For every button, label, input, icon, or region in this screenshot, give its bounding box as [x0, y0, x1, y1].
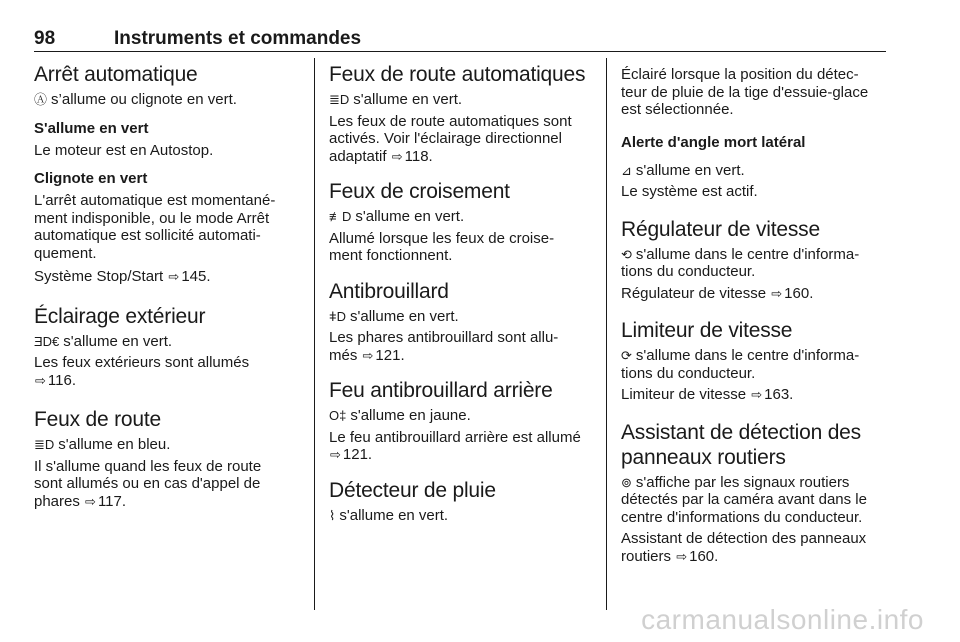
- paragraph: Les feux de route automatiques sont activés. Voir l'éclairage directionnel adaptatif ⇨ 118.: [329, 112, 572, 165]
- page-number: 98: [34, 28, 56, 49]
- speed-limiter-icon: ⟳: [621, 348, 632, 363]
- paragraph: Le système est actif.: [621, 183, 758, 200]
- section-title-detection-panneaux: Assistant de détection des panneaux routiers: [621, 420, 861, 469]
- autostop-icon: Ⓐ: [34, 92, 48, 107]
- paragraph: Les feux extérieurs sont allumés ⇨ 116.: [34, 354, 250, 389]
- page-reference[interactable]: 116.: [47, 371, 76, 389]
- arrow-icon: ⇨: [35, 372, 46, 388]
- section-lead: ⊿ s'allume en vert.: [621, 161, 745, 179]
- section-title-feu-antibrouillard-arriere: Feu antibrouillard arrière: [329, 379, 553, 402]
- paragraph: Régulateur de vitesse ⇨ 160.: [621, 284, 814, 302]
- header-rule: [34, 51, 886, 52]
- page-reference[interactable]: 121.: [342, 446, 373, 463]
- column-2: [329, 62, 599, 524]
- section-title-feux-croisement: Feux de croisement: [329, 180, 510, 203]
- section-lead: ≣D s'allume en bleu.: [34, 436, 171, 453]
- subheading-allume-vert: S'allume en vert: [34, 119, 149, 137]
- column-3: [621, 62, 889, 565]
- paragraph: Allumé lorsque les feux de croise- ment fonctionnent.: [329, 229, 555, 264]
- low-beam-icon: ≢D: [329, 209, 352, 224]
- section-title-feux-route-auto: Feux de route automatiques: [329, 63, 586, 86]
- section-lead: ⊚ s'affiche par les signaux routiers détectés par la caméra avant dans le centre d'informations du conducteur.: [621, 473, 867, 526]
- fog-light-icon: ǂD: [329, 308, 346, 324]
- paragraph: Limiteur de vitesse ⇨ 163.: [621, 386, 794, 403]
- section-title-regulateur-vitesse: Régulateur de vitesse: [621, 217, 820, 241]
- page-reference[interactable]: 121.: [375, 346, 405, 364]
- section-lead: ≢D s'allume en vert.: [329, 208, 465, 225]
- section-title-feux-de-route: Feux de route: [34, 408, 161, 431]
- arrow-icon: ⇨: [676, 548, 688, 564]
- section-lead: ⌇ s'allume en vert.: [329, 506, 449, 524]
- page-reference[interactable]: 118.: [404, 147, 433, 165]
- arrow-icon: ⇨: [330, 447, 341, 462]
- auto-high-beam-icon: ≣D: [329, 92, 350, 107]
- watermark: carmanualsonline.info: [641, 604, 924, 635]
- section-lead: ƎD€ s'allume en vert.: [34, 332, 173, 350]
- column-1: [34, 62, 306, 510]
- arrow-icon: ⇨: [168, 269, 180, 284]
- section-lead: ⟲ s'allume dans le centre d'informa- tions du conducteur.: [621, 245, 860, 280]
- rear-fog-light-icon: O‡: [329, 408, 347, 423]
- section-lead: ǂD s'allume en vert.: [329, 307, 459, 325]
- section-lead: ≣D s'allume en vert.: [329, 91, 463, 108]
- page-reference[interactable]: 160.: [784, 284, 814, 302]
- section-title-limiteur-vitesse: Limiteur de vitesse: [621, 319, 793, 342]
- section-title-antibrouillard: Antibrouillard: [329, 279, 449, 303]
- section-lead: ⟳ s'allume dans le centre d'informa- tions du conducteur.: [621, 347, 860, 382]
- section-title-arret-automatique: Arrêt automatique: [34, 63, 198, 86]
- section-title-eclairage-exterieur: Éclairage extérieur: [34, 304, 206, 328]
- blind-spot-icon: ⊿: [621, 162, 632, 178]
- paragraph: Le feu antibrouillard arrière est allumé ⇨ 121.: [329, 428, 581, 463]
- section-title-detecteur-pluie: Détecteur de pluie: [329, 478, 496, 502]
- paragraph: Assistant de détection des panneaux routiers ⇨ 160.: [621, 530, 867, 565]
- arrow-icon: ⇨: [85, 493, 96, 509]
- subheading-angle-mort: Alerte d'angle mort latéral: [621, 133, 806, 151]
- traffic-sign-icon: ⊚: [621, 474, 632, 490]
- arrow-icon: ⇨: [362, 347, 374, 363]
- page-reference[interactable]: 163.: [764, 386, 794, 403]
- page-reference[interactable]: 117.: [97, 492, 127, 510]
- paragraph: Il s'allume quand les feux de route sont allumés ou en cas d'appel de phares ⇨ 117.: [34, 457, 262, 510]
- subheading-clignote-vert: Clignote en vert: [34, 170, 148, 187]
- paragraph: Les phares antibrouillard sont allu- més ⇨ 121.: [329, 329, 559, 364]
- page-header: [34, 28, 886, 52]
- paragraph: L'arrêt automatique est momentané- ment indisponible, ou le mode Arrêt automatique est sollicité automati- quement.: [34, 192, 276, 262]
- high-beam-icon: ≣D: [34, 437, 55, 452]
- paragraph: Le moteur est en Autostop.: [34, 141, 214, 159]
- column-separator-1: [314, 58, 315, 610]
- paragraph: Éclairé lorsque la position du détec- teur de pluie de la tige d'essuie-glace est sélectionnée.: [621, 66, 869, 118]
- page-reference[interactable]: Système Stop/Start ⇨ 145.: [34, 268, 211, 285]
- column-separator-2: [606, 58, 607, 610]
- arrow-icon: ⇨: [751, 387, 763, 402]
- section-lead: Ⓐ s’allume ou clignote en vert.: [34, 91, 237, 108]
- rain-sensor-icon: ⌇: [329, 507, 336, 523]
- arrow-icon: ⇨: [391, 148, 403, 164]
- page-reference[interactable]: 160.: [689, 547, 719, 565]
- arrow-icon: ⇨: [771, 285, 783, 301]
- page-title: Instruments et commandes: [114, 28, 362, 49]
- section-lead: O‡ s'allume en jaune.: [329, 407, 471, 424]
- cruise-control-icon: ⟲: [621, 246, 632, 262]
- exterior-light-icon: ƎD€: [34, 333, 60, 349]
